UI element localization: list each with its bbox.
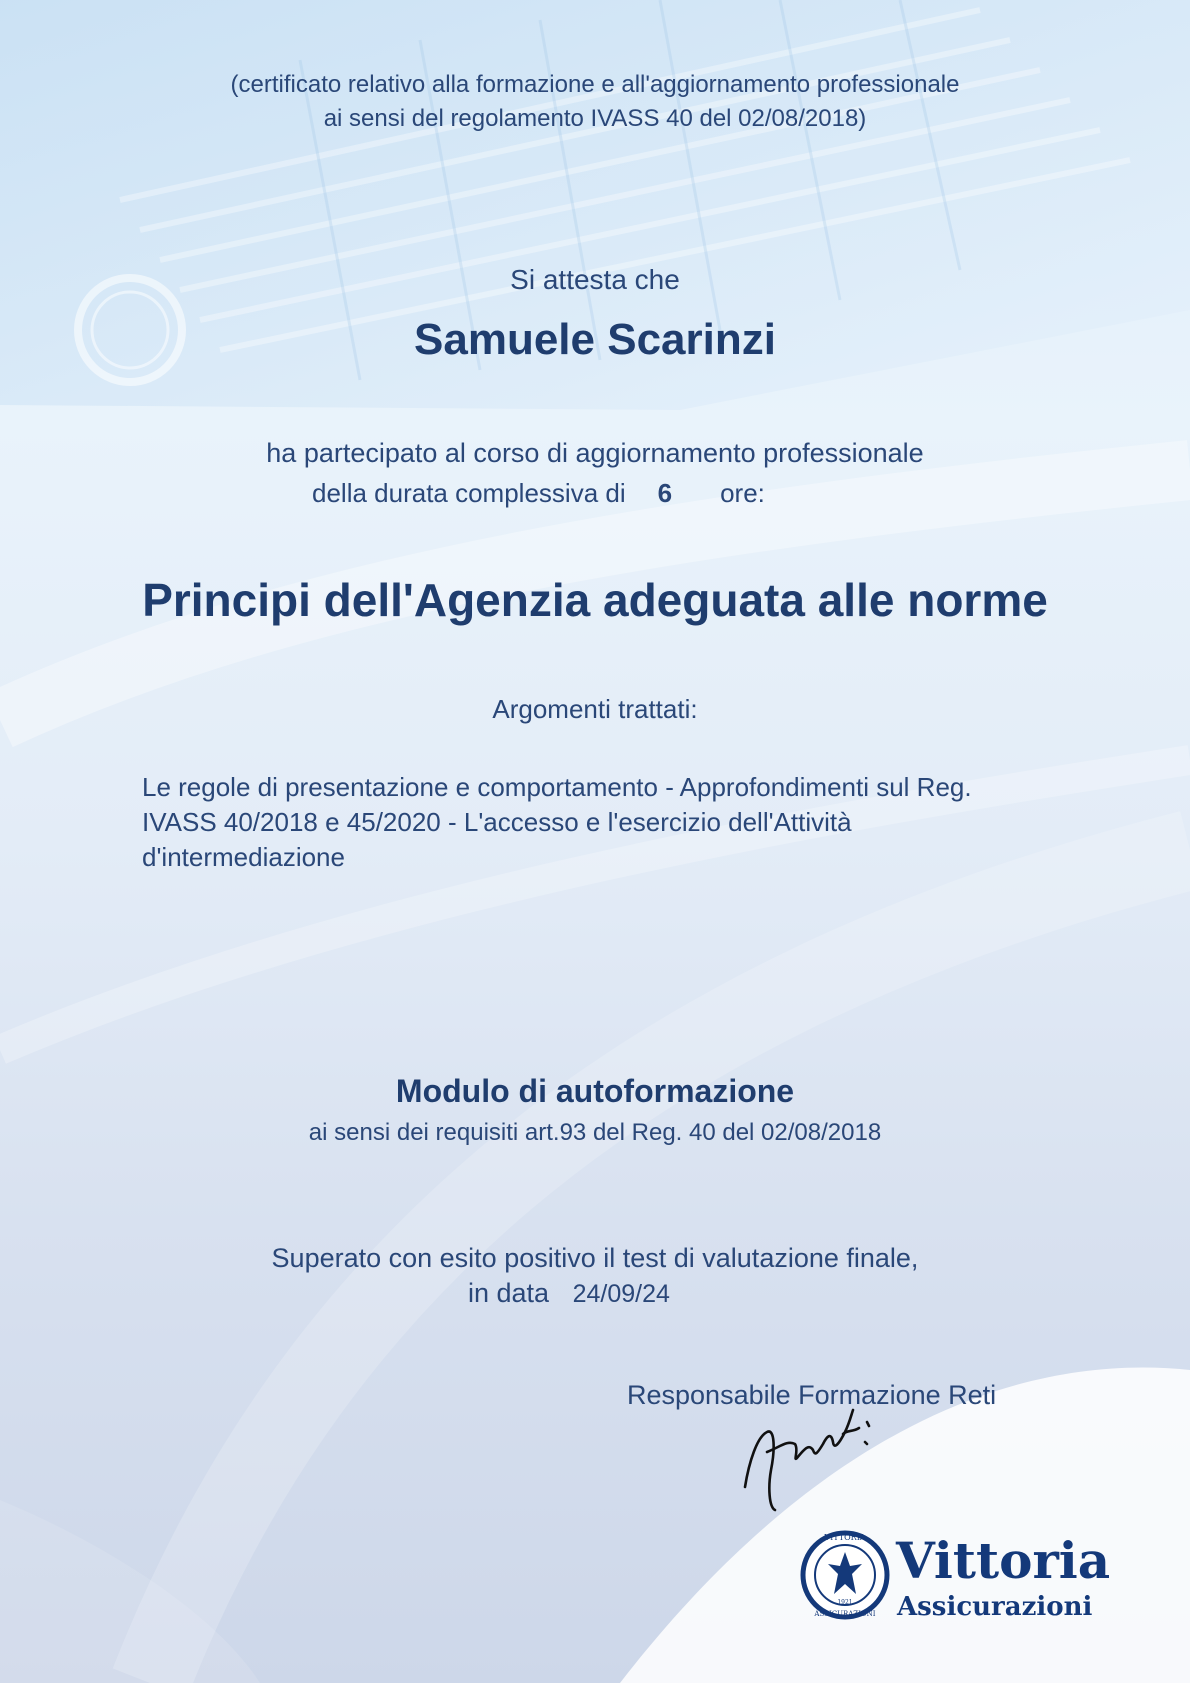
topics-label: Argomenti trattati: — [492, 694, 698, 724]
result-date-line — [468, 1278, 670, 1309]
participation-text: ha partecipato al corso di aggiornamento professionale — [266, 438, 924, 468]
result-line: Superato con esito positivo il test di valutazione finale, — [271, 1243, 919, 1273]
result-date-prefix: in data — [468, 1278, 550, 1308]
topics-text — [142, 770, 1062, 875]
module-title: Modulo di autoformazione — [395, 1073, 795, 1109]
header-line-1: (certificato relativo alla formazione e all'aggiornamento professionale — [230, 71, 960, 98]
signature — [735, 1392, 925, 1517]
svg-text:1921: 1921 — [837, 1599, 853, 1606]
topics-line: IVASS 40/2018 e 45/2020 - L'accesso e l'esercizio dell'Attività — [142, 807, 852, 837]
logo-sub: Assicurazioni — [897, 1592, 1093, 1622]
svg-text:ASSICURAZIONI: ASSICURAZIONI — [814, 1610, 876, 1618]
duration-suffix: ore: — [720, 478, 765, 508]
course-title: Principi dell'Agenzia adeguata alle norme — [142, 574, 1048, 626]
result-date: 24/09/24 — [572, 1280, 670, 1308]
recipient-name: Samuele Scarinzi — [414, 315, 776, 364]
topics-line: d'intermediazione — [142, 842, 345, 872]
seal-icon — [803, 1533, 887, 1618]
duration-line — [312, 478, 765, 509]
logo-brand: Vittoria — [896, 1531, 1111, 1590]
header-line-2: ai sensi del regolamento IVASS 40 del 02/08/2018) — [323, 105, 867, 132]
seal-text: VITTORIA — [824, 1533, 866, 1542]
duration-hours: 6 — [657, 478, 673, 508]
topics-line: Le regole di presentazione e comportamento - Approfondimenti sul Reg. — [142, 772, 972, 802]
module-subtitle: ai sensi dei requisiti art.93 del Reg. 40 del 02/08/2018 — [308, 1119, 882, 1146]
vittoria-logo — [800, 1520, 1145, 1630]
duration-prefix: della durata complessiva di — [312, 478, 626, 508]
signatory-title: Responsabile Formazione Reti — [627, 1380, 997, 1410]
attestation-intro: Si attesta che — [510, 264, 680, 295]
